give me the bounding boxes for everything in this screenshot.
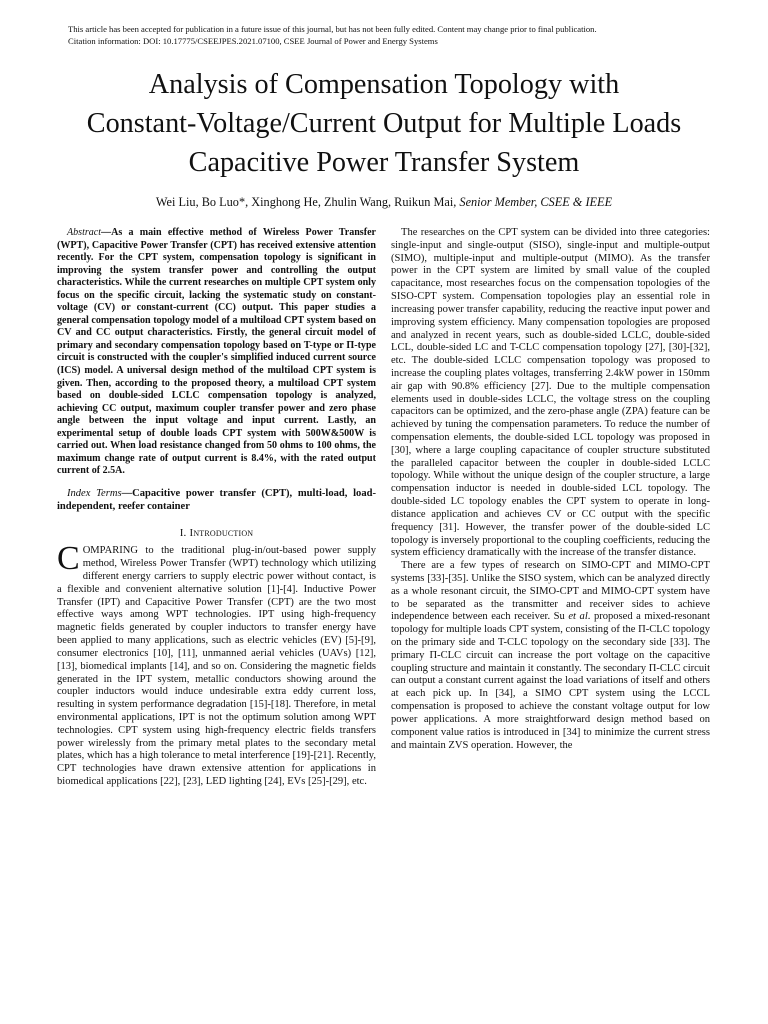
index-terms-text: —Capacitive power transfer (CPT), multi-load, load-independent, reefer container [57,487,376,512]
paper-title [20,66,748,182]
abstract [57,227,376,478]
abstract-text: —As a main effective method of Wireless Power Transfer (WPT), Capacitive Power Transfer (CPT) has received extensive attention recently. For the CPT system, compensation topology is significant in improving the system transfer power and controlling the output characteristics. While the current researches on multiple CPT system only focus on the specific circuit, lacking the systematic study on constant-voltage (CV) or constant-current (CC) output. This paper studies a general compensation topology model of a multiload CPT system based on CV and CC output characteristics. Firstly, the general circuit model of primary and secondary compensation topology based on T-type or Π-type circuit is constructed with the coupler's simplified induced current source (ICS) model. A universal design method of the multiload CPT system is given. Then, according to the proposed theory, a multiload CPT system based on double-sided LCLC compensation topology is analyzed, achieving CC output, maximum coupler transfer power and zero phase angle between the input voltage and input current. Lastly, an experimental setup of double loads CPT system with 500W&500W is carried out. When load resistance changed from 50 ohms to 100 ohms, the maximum change rate of output current is 8.4%, with the rated output current of 2.5A. [57,227,376,477]
title-line-2: Constant-Voltage/Current Output for Multiple Loads [86,107,682,139]
body-paragraph-2-start: There are a few types of research on SIMO-CPT and MIMO-CPT systems [33]-[35]. Unlike the SISO system, which can be analyzed directly as a whole resonant circuit, the SIMO-CPT and MIMO-CPT system have to be separated as the transmitter and receiver sides to achieve independence between each receiver. Su [391,560,710,623]
body-paragraph-1: The researches on the CPT system can be divided into three categories: single-input and single-output (SISO), single-input and multiple-output (SIMO), multiple-input and multiple-output (MIMO). As the transfer power in the CPT system are limited by small value of the coupled capacitance, most researches focus on the compensation topologies of the SISO-CPT system. Compensation topologies play an essential role in increasing power transfer capability, reducing the reactive input power and improving system efficiency. Many compensation topologies are proposed and analyzed in recent years, such as double-sided LCLC, double-sided LCL, double-sided LC and T-CLC compensation topology [27], [30]-[32], etc. The double-sided LCLC compensation topology was proposed to increase the coupling plates voltages, transferring 2.4kW power in 150mm air gap with 90.8% efficiency [27]. Due to the multiple compensation elements used in double-sides LCLC, the voltage stress on the coupling capacitors can be optimized, and the zero-phase angle (ZPA) feature can be achieved by tuning the compensation parameters. To reduce the number of compensation elements, the double-sided LCL topology was proposed in [30], where a large coupling capacitance of coupler structure substituted the paralleled capacitor between the coupler in double-sided LCLC topology. While without the unique design of the coupler structure, a large compensation inductor is needed in double-sided LCL topology. The double-sided LC topology enables the CPT system to operate in long-distance application and achieves CV or CC output with the specific frequency [31]. However, the transfer power of the double-sided LC topology is inversely proportional to the coupling coefficients, reducing the system efficiency dramatically with the increase of the transfer distance. [391,227,710,559]
left-column [57,227,376,789]
index-terms-label: Index Terms [67,487,122,499]
title-line-1: Analysis of Compensation Topology with [148,69,620,100]
introduction-text: OMPARING to the traditional plug-in/out-based power supply method, Wireless Power Transfer (WPT) technology which utilizing different energy carriers to supply electric power without contact, is a flexible and convenient alternative solution [1]-[4]. Inductive Power Transfer (IPT) and Capacitive Power Transfer (CPT) are the two most effective ways among WPT technologies. IPT using high-frequency magnetic fields generated by coupler inductors to transfer energy have been applied to many applications, such as electric vehicles (EV) [5]-[9], consumer electronics [10], [11], unmanned aerial vehicles (UAVs) [12], [13], biomedical implants [14], and so on. Considering the magnetic fields generated in the IPT system, metallic conductors showing around the coupler inductors would induce undesirable extra eddy current loss, resulting in system performance degradation [15]-[18]. Therefore, in metal environmental applications, IPT is not the optimum solution among WPT technologies. CPT system using high-frequency electric fields transfers power wirelessly from the primary metal plates to the secondary metal plates, which has a high tolerance to metal interference [19]-[21]. Recently, CPT technologies have drawn extensive attention for applications in biomedical applications [22], [23], LED lighting [24], EVs [25]-[29], etc. [57,545,376,787]
et-al: et al [568,611,588,623]
author-affiliation: Senior Member, CSEE & IEEE [459,195,613,209]
author-list [20,194,748,210]
index-terms [57,488,376,514]
body-paragraph-2-rest: . proposed a mixed-resonant topology for multiple loads CPT system, consisting of the Π-CLC topology on the primary side and T-CLC topology on the secondary side [33]. The primary Π-CLC circuit can increase the port voltage on the capacitive coupling structure and maintain it constantly. The secondary Π-CLC circuit can output a constant current against the load variations of itself and others at each pick up. In [34], a SIMO CPT system using the LCCL compensation is proposed to achieve the constant voltage output for low power applications. A more straightforward design method based on component value ratios is introduced in [34] to minimize the current stress and maintain ZVS operation. However, the [391,611,711,751]
author-names: Wei Liu, Bo Luo*, Xinghong He, Zhulin Wang, Ruikun Mai, [155,195,457,209]
introduction-paragraph [57,540,376,788]
right-column [391,227,710,752]
drop-cap: C [57,540,80,578]
body-paragraph-2 [391,560,710,752]
section-heading-introduction: I. Introduction [179,526,254,539]
publication-notice [68,24,708,47]
abstract-label: Abstract [67,227,102,238]
title-line-3: Capacitive Power Transfer System [188,146,580,178]
notice-line-1: This article has been accepted for publication in a future issue of this journal, but has not been fully edited. Content may change prior to final publication. [68,24,597,34]
notice-line-2: Citation information: DOI: 10.17775/CSEEJPES.2021.07100, CSEE Journal of Power and Energy Systems [68,35,438,46]
